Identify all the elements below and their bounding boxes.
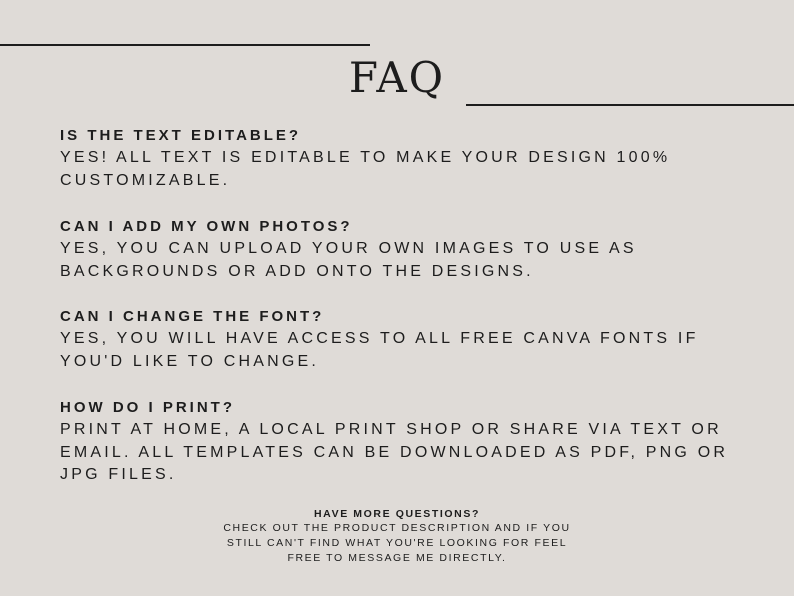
- footer: [0, 507, 794, 566]
- faq-answer: YES! ALL TEXT IS EDITABLE TO MAKE YOUR DESIGN 100% CUSTOMIZABLE.: [60, 149, 671, 189]
- faq-question: HOW DO I PRINT?: [60, 399, 235, 416]
- faq-item-print: [60, 397, 760, 487]
- page-title: FAQ: [348, 53, 446, 102]
- faq-question: CAN I CHANGE THE FONT?: [60, 308, 325, 325]
- faq-question: IS THE TEXT EDITABLE?: [60, 127, 302, 144]
- faq-item-photos: [60, 216, 760, 283]
- top-left-divider: [0, 44, 370, 46]
- footer-text: CHECK OUT THE PRODUCT DESCRIPTION AND IF YOU STILL CAN'T FIND WHAT YOU'RE LOOKING FOR FEEL FREE TO MESSAGE ME DIRECTLY.: [223, 522, 571, 564]
- faq-question: CAN I ADD MY OWN PHOTOS?: [60, 218, 353, 235]
- footer-question: HAVE MORE QUESTIONS?: [314, 508, 480, 520]
- faq-answer: YES, YOU WILL HAVE ACCESS TO ALL FREE CANVA FONTS IF YOU'D LIKE TO CHANGE.: [60, 330, 699, 370]
- top-right-divider: [466, 104, 794, 106]
- faq-answer: YES, YOU CAN UPLOAD YOUR OWN IMAGES TO USE AS BACKGROUNDS OR ADD ONTO THE DESIGNS.: [60, 240, 637, 280]
- faq-answer: PRINT AT HOME, A LOCAL PRINT SHOP OR SHARE VIA TEXT OR EMAIL. ALL TEMPLATES CAN BE DOWNLOADED AS PDF, PNG OR JPG FILES.: [60, 421, 729, 483]
- faq-item-font: [60, 306, 760, 373]
- faq-item-editable: [60, 125, 760, 192]
